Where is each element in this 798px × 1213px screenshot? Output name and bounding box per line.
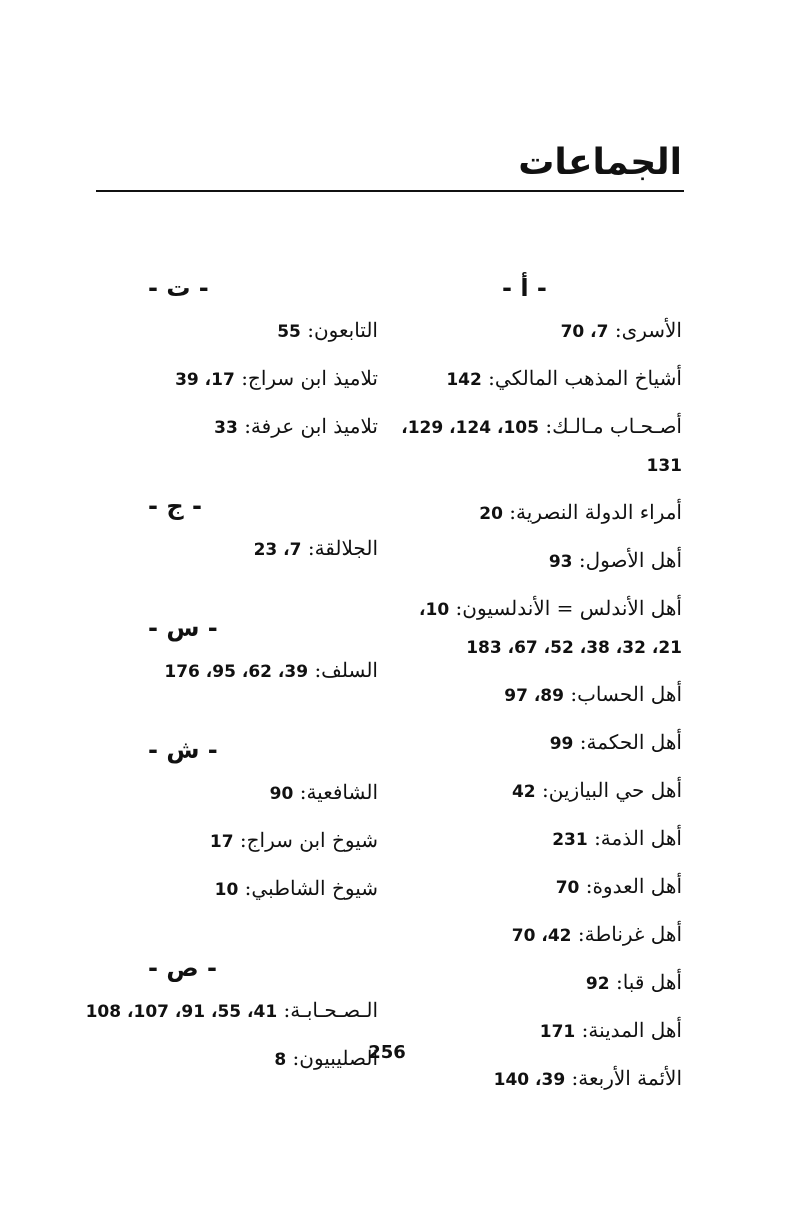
section-letter: - ج - bbox=[148, 492, 202, 520]
index-entry bbox=[384, 312, 682, 350]
entry-term: أهل العدوة: bbox=[585, 874, 682, 898]
section-spacer bbox=[78, 700, 378, 730]
entry-term: أهل الحكمة: bbox=[579, 730, 682, 754]
entry-term: تلاميذ ابن سراج: bbox=[241, 366, 378, 390]
entry-pages: 8 bbox=[274, 1050, 287, 1070]
entry-term: الأئمة الأربعة: bbox=[571, 1066, 682, 1090]
entry-term: شيوخ ابن سراج: bbox=[239, 828, 378, 852]
index-entry bbox=[78, 652, 378, 690]
section-letter: - ت - bbox=[148, 274, 209, 302]
entry-pages: 105، 124، 129، 131 bbox=[401, 418, 682, 476]
entry-pages: 10، 21، 32، 38، 52، 67، 183 bbox=[419, 600, 682, 658]
index-entry bbox=[384, 964, 682, 1002]
entry-term: أهل الأصول: bbox=[578, 548, 682, 572]
section-letter: - ش - bbox=[148, 736, 218, 764]
index-entry bbox=[78, 312, 378, 350]
index-entry bbox=[78, 992, 378, 1030]
entry-pages: 231 bbox=[552, 830, 588, 850]
index-entry bbox=[78, 530, 378, 568]
entry-pages: 42 bbox=[511, 782, 536, 802]
entry-term: أشياخ المذهب المالكي: bbox=[488, 366, 682, 390]
index-entry bbox=[78, 408, 378, 446]
entry-term: السلف: bbox=[314, 658, 378, 682]
entry-term: أهل غرناطة: bbox=[577, 922, 682, 946]
index-entry bbox=[78, 870, 378, 908]
entry-term: أمراء الدولة النصرية: bbox=[509, 500, 682, 524]
entry-pages: 90 bbox=[269, 784, 294, 804]
index-entry bbox=[78, 822, 378, 860]
index-entry bbox=[384, 494, 682, 532]
index-entry bbox=[384, 542, 682, 580]
index-entry bbox=[384, 916, 682, 954]
index-column-left bbox=[78, 268, 378, 1088]
entry-pages: 92 bbox=[585, 974, 610, 994]
entry-pages: 17 bbox=[209, 832, 234, 852]
entry-term: أهل حي البيازين: bbox=[542, 778, 682, 802]
entry-term: التابعون: bbox=[307, 318, 378, 342]
entry-term: الجلالقة: bbox=[307, 536, 378, 560]
entry-term: أهل الحساب: bbox=[570, 682, 682, 706]
entry-pages: 171 bbox=[539, 1022, 576, 1042]
index-entry bbox=[384, 724, 682, 762]
entry-pages: 55 bbox=[277, 322, 301, 342]
entry-pages: 20 bbox=[479, 504, 503, 524]
index-entry bbox=[384, 772, 682, 810]
entry-term: أهل المدينة: bbox=[581, 1018, 682, 1042]
index-entry bbox=[78, 360, 378, 398]
section-letter: - ص - bbox=[148, 954, 217, 982]
entry-pages: 93 bbox=[548, 552, 573, 572]
index-entry bbox=[78, 774, 378, 812]
index-entry bbox=[384, 676, 682, 714]
index-entry bbox=[384, 820, 682, 858]
page-heading: الجماعات bbox=[518, 142, 682, 183]
entry-term: الأسرى: bbox=[614, 318, 682, 342]
entry-pages: 33 bbox=[214, 418, 238, 438]
section-letter: - س - bbox=[148, 614, 218, 642]
index-entry bbox=[384, 408, 682, 484]
entry-pages: 10 bbox=[214, 880, 239, 900]
entry-term: أصـحـاب مـالـك: bbox=[545, 414, 682, 438]
entry-pages: 7، 70 bbox=[560, 322, 609, 342]
entry-term: أهل الأندلس = الأندلسيون: bbox=[455, 596, 682, 620]
index-entry bbox=[384, 590, 682, 666]
entry-term: أهل قبا: bbox=[615, 970, 682, 994]
entry-pages: 142 bbox=[446, 370, 482, 390]
index-entry bbox=[384, 1060, 682, 1098]
entry-pages: 42، 70 bbox=[511, 926, 572, 946]
heading-rule bbox=[96, 190, 684, 192]
entry-pages: 7، 23 bbox=[253, 540, 302, 560]
section-spacer bbox=[78, 578, 378, 608]
index-entry bbox=[384, 868, 682, 906]
entry-term: شيوخ الشاطبي: bbox=[244, 876, 378, 900]
section-spacer bbox=[78, 918, 378, 948]
entry-pages: 17، 39 bbox=[175, 370, 235, 390]
entry-pages: 39، 140 bbox=[493, 1070, 566, 1090]
entry-pages: 70 bbox=[555, 878, 580, 898]
entry-term: الـصـحـابـة: bbox=[283, 998, 378, 1022]
entry-pages: 89، 97 bbox=[504, 686, 564, 706]
entry-pages: 39، 62، 95، 176 bbox=[164, 662, 309, 682]
index-entry bbox=[384, 360, 682, 398]
index-column-right bbox=[384, 268, 682, 1108]
entry-term: الشافعية: bbox=[299, 780, 378, 804]
entry-term: تلاميذ ابن عرفة: bbox=[244, 414, 378, 438]
section-spacer bbox=[78, 456, 378, 486]
page-number: 256 bbox=[368, 1042, 406, 1063]
entry-term: أهل الذمة: bbox=[594, 826, 682, 850]
entry-pages: 41، 55، 91، 107، 108 bbox=[85, 1002, 278, 1022]
section-letter: - أ - bbox=[502, 274, 547, 302]
entry-pages: 99 bbox=[549, 734, 574, 754]
entry-term: الصليبيون: bbox=[292, 1046, 378, 1070]
